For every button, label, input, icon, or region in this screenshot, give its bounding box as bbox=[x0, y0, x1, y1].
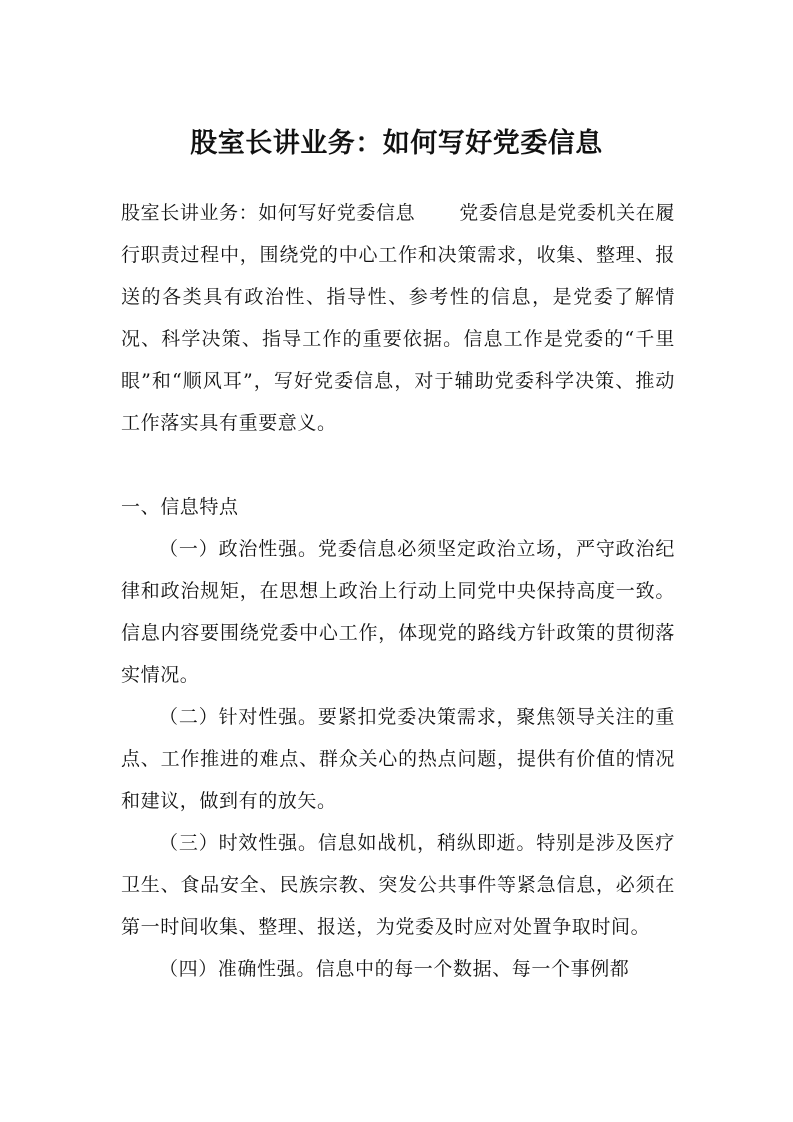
paragraph-political: （一）政治性强。党委信息必须坚定政治立场，严守政治纪律和政治规矩，在思想上政治上行动上同党中央保持高度一致。信息内容要围绕党委中心工作，体现党的路线方针政策的贯彻落实情况。 bbox=[121, 538, 675, 686]
paragraph-accuracy: （四）准确性强。信息中的每一个数据、每一个事例都 bbox=[159, 958, 630, 980]
document-body bbox=[121, 192, 675, 990]
document-title: 股室长讲业务：如何写好党委信息 bbox=[190, 128, 603, 159]
paragraph-timeliness: （三）时效性强。信息如战机，稍纵即逝。特别是涉及医疗卫生、食品安全、民族宗教、突发公共事件等紧急信息，必须在第一时间收集、整理、报送，为党委及时应对处置争取时间。 bbox=[121, 832, 675, 938]
intro-paragraph bbox=[121, 192, 675, 444]
intro-lead: 股室长讲业务：如何写好党委信息 bbox=[121, 202, 416, 224]
section-heading: 一、信息特点 bbox=[121, 496, 239, 518]
paragraph-spacer bbox=[121, 444, 675, 486]
paragraph-targeted: （二）针对性强。要紧扣党委决策需求，聚焦领导关注的重点、工作推进的难点、群众关心的热点问题，提供有价值的情况和建议，做到有的放矢。 bbox=[121, 706, 675, 812]
intro-text: 党委信息是党委机关在履行职责过程中，围绕党的中心工作和决策需求，收集、整理、报送的各类具有政治性、指导性、参考性的信息，是党委了解情况、科学决策、指导工作的重要依据。信息工作是党委的“千里眼”和“顺风耳”，写好党委信息，对于辅助党委科学决策、推动工作落实具有重要意义。 bbox=[121, 202, 675, 434]
